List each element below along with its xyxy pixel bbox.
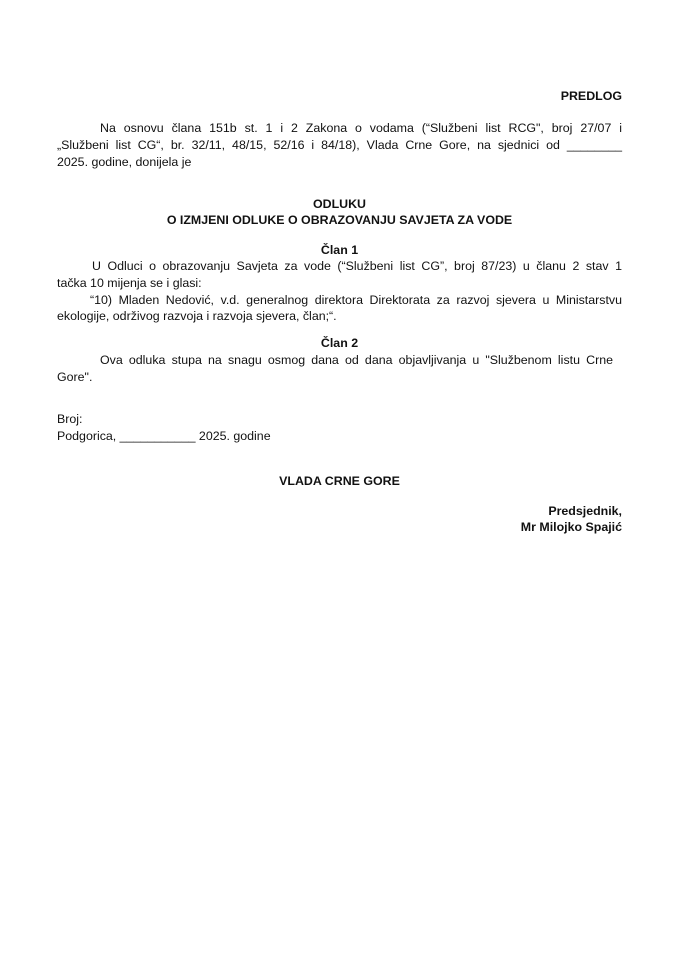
article-1-heading: Član 1: [320, 243, 359, 257]
preamble-line-1: Na osnovu člana 151b st. 1 i 2 Zakona o vodama (“Službeni list RCG", broj 27/07 i: [100, 121, 622, 135]
article-1-line-1: U Odluci o obrazovanju Savjeta za vode (“Službeni list CG”, broj 87/23) u članu 2 stav 1: [92, 259, 622, 273]
article-1-line-2: tačka 10 mijenja se i glasi:: [57, 276, 202, 290]
government-name: VLADA CRNE GORE: [279, 474, 400, 488]
signatory-name: Mr Milojko Spajić: [520, 520, 622, 534]
preamble-line-2: „Službeni list CG“, br. 32/11, 48/15, 52/16 i 84/18), Vlada Crne Gore, na sjednici od ________: [57, 138, 622, 152]
signatory-title: Predsjednik,: [548, 504, 622, 518]
title-line-2: O IZMJENI ODLUKE O OBRAZOVANJU SAVJETA ZA VODE: [166, 213, 513, 227]
number-label: Broj:: [57, 412, 83, 426]
article-2-line-1: Ova odluka stupa na snagu osmog dana od dana objavljivanja u "Službenom listu Crne: [100, 353, 613, 367]
article-2-line-2: Gore".: [57, 370, 93, 384]
article-2-heading: Član 2: [320, 336, 359, 350]
place-date: Podgorica, ___________ 2025. godine: [57, 429, 271, 443]
preamble-line-3: 2025. godine, donijela je: [57, 155, 192, 169]
title-line-1: ODLUKU: [313, 197, 366, 211]
article-1-quote-line-2: ekologije, održivog razvoja i razvoja sjevera, član;“.: [57, 309, 337, 323]
article-1-quote-line-1: “10) Mladen Nedović, v.d. generalnog direktora Direktorata za razvoj sjevera u Ministarstvu: [90, 293, 622, 307]
proposal-label: PREDLOG: [560, 89, 622, 103]
